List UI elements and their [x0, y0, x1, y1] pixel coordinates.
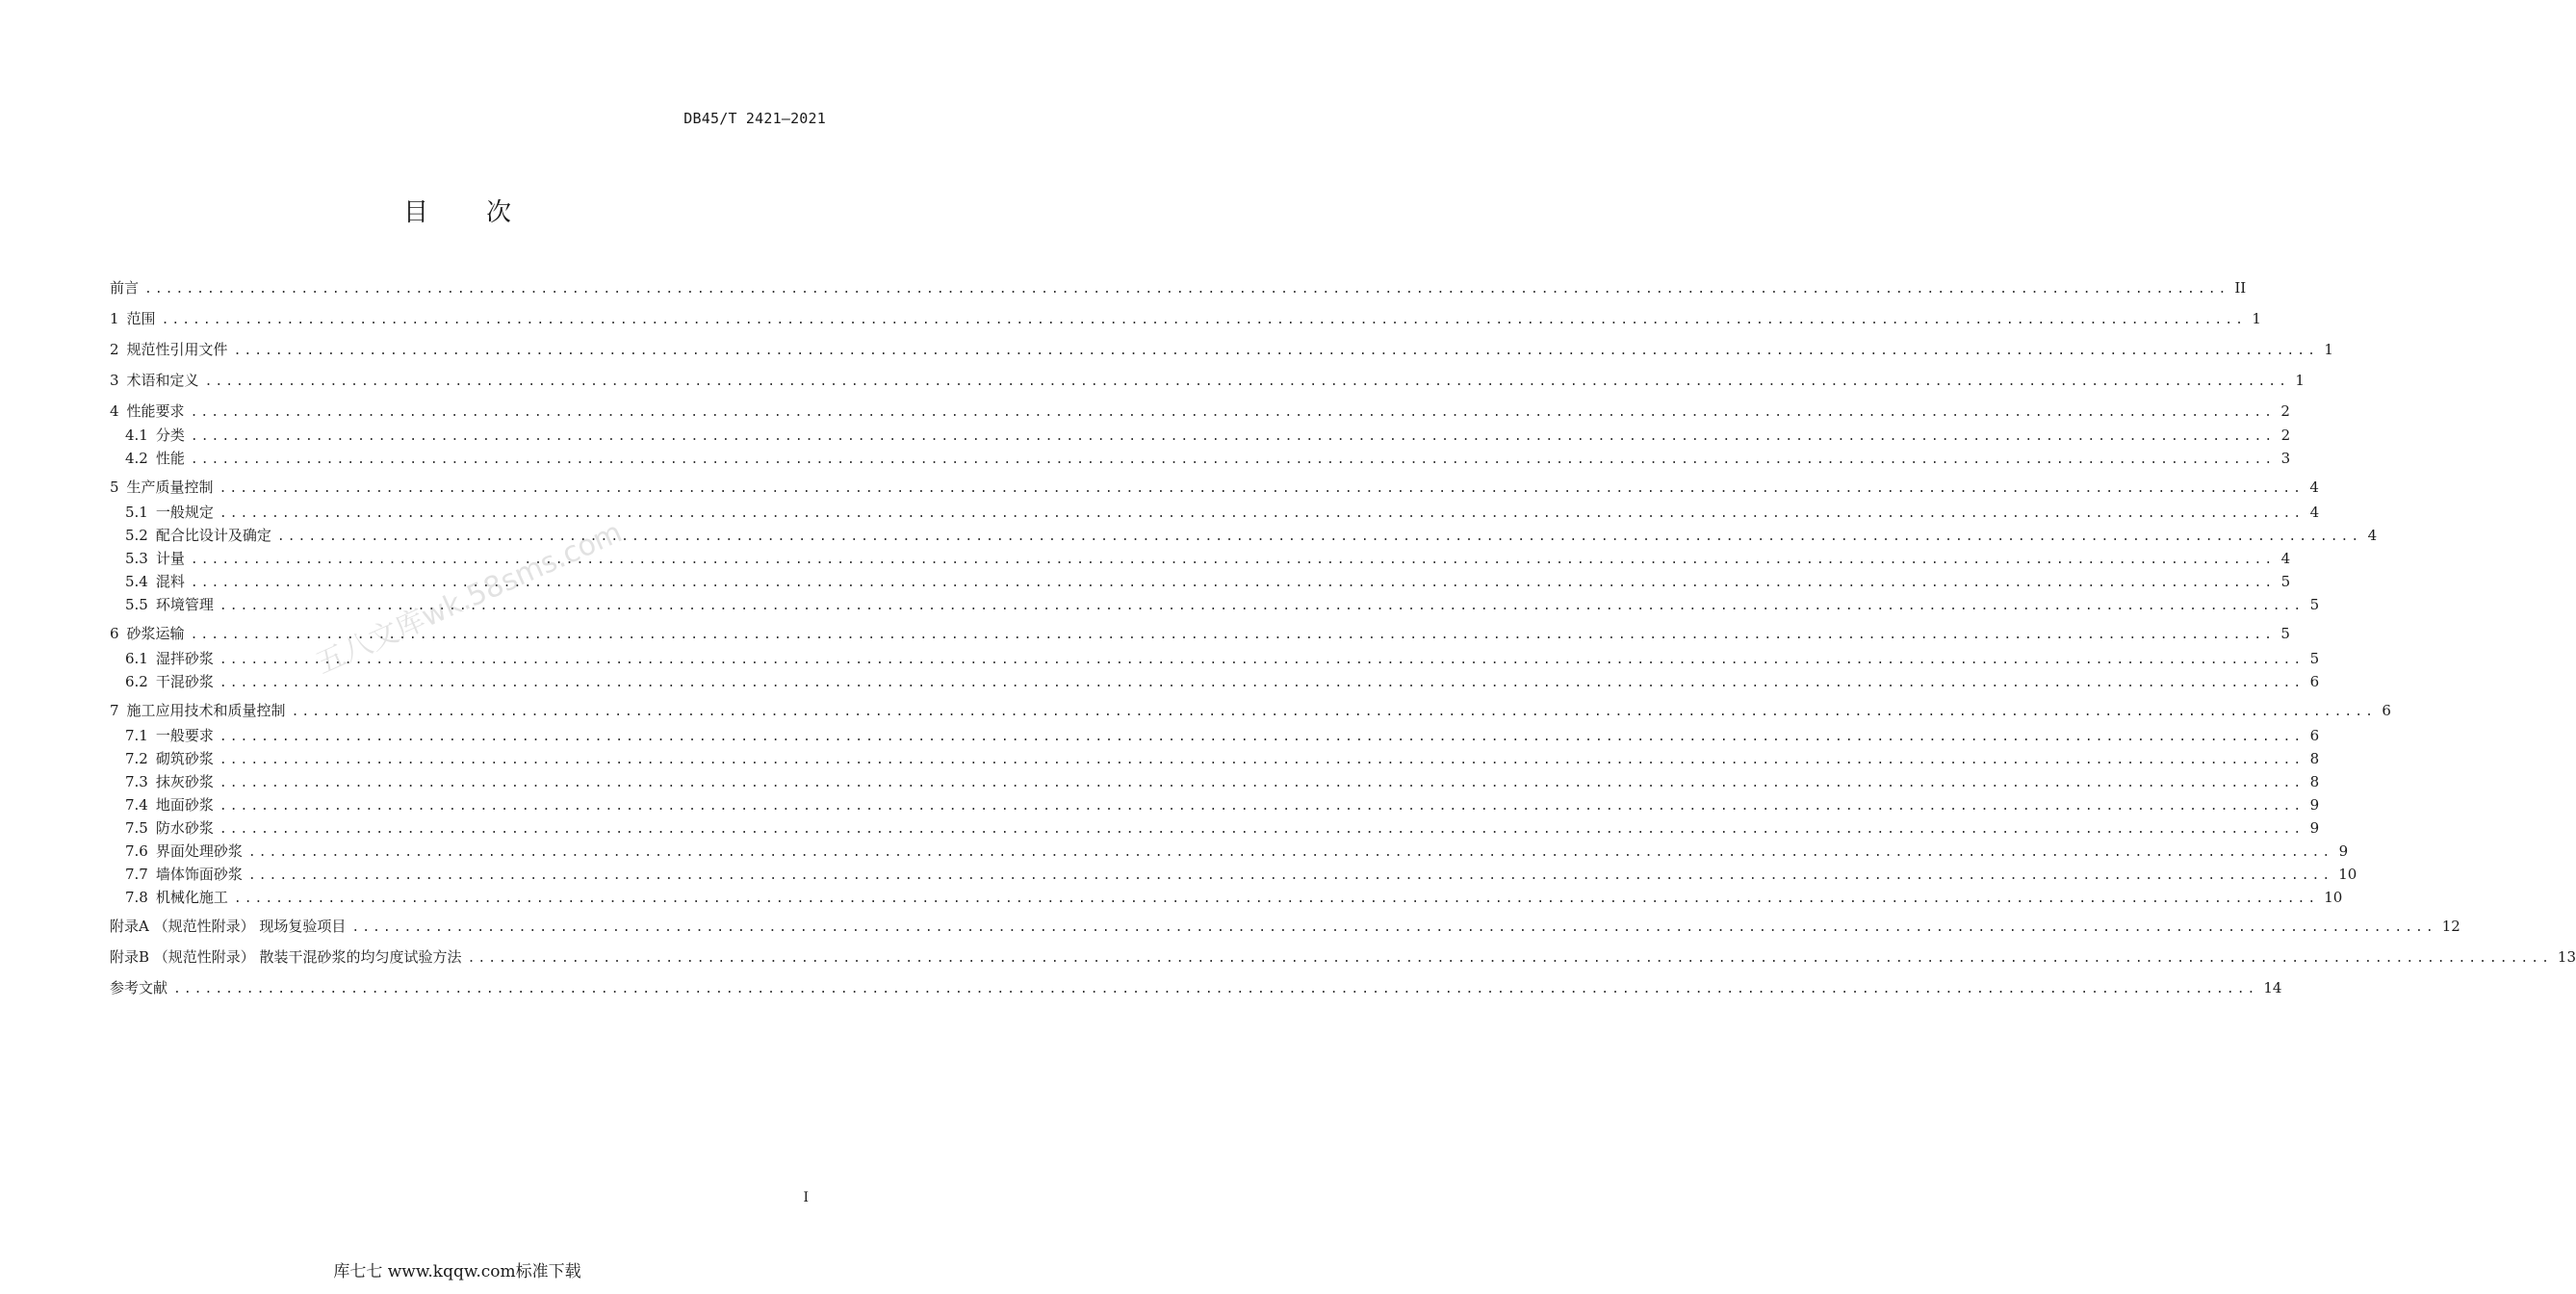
toc-entry[interactable] — [110, 771, 2320, 792]
toc-leader-dots: ........................................................................................................................................................................................................ — [219, 776, 2305, 790]
toc-entry-page: 4 — [2280, 550, 2291, 567]
toc-entry-number: 5.5 — [125, 596, 148, 613]
toc-entry-number: 7.4 — [125, 796, 148, 814]
toc-leader-dots: ........................................................................................................................................................................................................ — [219, 676, 2305, 690]
toc-entry-title: 规范性引用文件 — [126, 341, 228, 358]
toc-entry-title: 抹灰砂浆 — [155, 773, 214, 790]
toc-entry-number: 5.2 — [125, 527, 148, 544]
toc-entry-title: 砂浆运输 — [126, 625, 185, 642]
toc-entry-number: 7.1 — [125, 727, 148, 744]
toc-entry-page: 10 — [2338, 866, 2357, 883]
toc-entry-page: 2 — [2280, 427, 2291, 444]
toc-entry-title: 性能要求 — [126, 402, 185, 420]
toc-entry-number: 4.2 — [125, 450, 148, 467]
toc-entry-title: 前言 — [110, 279, 140, 297]
toc-entry-title: 环境管理 — [155, 596, 214, 613]
toc-entry[interactable] — [110, 401, 2290, 422]
toc-leader-dots: ........................................................................................................................................................................................................ — [247, 845, 2333, 860]
toc-entry-page: 1 — [2252, 310, 2261, 327]
toc-entry-page: 14 — [2263, 979, 2282, 996]
toc-leader-dots: ........................................................................................................................................................................................................ — [233, 344, 2318, 358]
toc-leader-dots: ........................................................................................................................................................................................................ — [233, 892, 2319, 906]
toc-entry[interactable] — [110, 725, 2320, 746]
toc-entry-page: 10 — [2324, 889, 2343, 906]
toc-entry-page: 5 — [2280, 573, 2291, 590]
toc-entry[interactable] — [110, 425, 2291, 446]
toc-entry-number: 3 — [110, 372, 119, 389]
toc-entry-page: 1 — [2295, 372, 2305, 389]
toc-leader-dots: ........................................................................................................................................................................................................ — [219, 506, 2305, 521]
toc-entry-title: 地面砂浆 — [155, 796, 214, 814]
toc-entry-title: 墙体饰面砂浆 — [155, 866, 243, 883]
toc-entry-title: 施工应用技术和质量控制 — [126, 702, 286, 719]
toc-leader-dots: ........................................................................................................................................................................................................ — [219, 481, 2304, 496]
toc-entry-page: 2 — [2280, 402, 2290, 420]
toc-entry-title: 参考文献 — [110, 979, 168, 996]
toc-entry-number: 5.1 — [125, 504, 148, 521]
toc-entry[interactable] — [110, 448, 2291, 469]
toc-leader-dots: ........................................................................................................................................................................................................ — [190, 405, 2275, 420]
toc-entry-page: 5 — [2280, 625, 2290, 642]
toc-entry-title: 砌筑砂浆 — [155, 750, 214, 767]
toc-leader-dots: ........................................................................................................................................................................................................ — [173, 982, 2258, 996]
toc-entry-number: 5.4 — [125, 573, 148, 590]
toc-entry-title: 机械化施工 — [155, 889, 228, 906]
toc-entry[interactable] — [110, 864, 2357, 885]
toc-entry[interactable] — [110, 748, 2320, 769]
toc-entry-page: 8 — [2309, 750, 2320, 767]
toc-entry-number: 7.3 — [125, 773, 148, 790]
toc-entry-title: 防水砂浆 — [155, 819, 214, 837]
toc-leader-dots: ........................................................................................................................................................................................................ — [219, 653, 2305, 667]
page-title: 目次 — [402, 198, 569, 227]
toc-entry-number: 7.5 — [125, 819, 148, 837]
toc-entry[interactable] — [110, 977, 2282, 998]
toc-entry-page: 6 — [2309, 673, 2320, 690]
toc-entry[interactable] — [110, 525, 2378, 546]
toc-entry[interactable] — [110, 477, 2319, 498]
toc-entry[interactable] — [110, 946, 2576, 968]
document-code: DB45/T 2421—2021 — [683, 110, 826, 127]
toc-entry-page: 9 — [2338, 842, 2349, 860]
toc-entry-page: 1 — [2324, 341, 2333, 358]
toc-leader-dots: ........................................................................................................................................................................................................ — [276, 530, 2362, 544]
toc-entry-title: 附录A （规范性附录） 现场复验项目 — [110, 918, 347, 935]
toc-entry[interactable] — [110, 700, 2391, 721]
toc-entry-number: 6 — [110, 625, 119, 642]
toc-entry-title: 配合比设计及确定 — [155, 527, 271, 544]
toc-entry-page: 4 — [2309, 504, 2320, 521]
toc-leader-dots: ........................................................................................................................................................................................................ — [351, 920, 2436, 935]
toc-leader-dots: ........................................................................................................................................................................................................ — [247, 868, 2333, 883]
toc-entry-page: 6 — [2382, 702, 2391, 719]
toc-entry[interactable] — [110, 841, 2349, 862]
toc-leader-dots: ........................................................................................................................................................................................................ — [161, 313, 2246, 327]
toc-leader-dots: ........................................................................................................................................................................................................ — [219, 730, 2305, 744]
toc-leader-dots: ........................................................................................................................................................................................................ — [204, 375, 2289, 389]
toc-leader-dots: ........................................................................................................................................................................................................ — [190, 576, 2276, 590]
toc-entry-title: 性能 — [155, 450, 185, 467]
toc-entry-title: 范围 — [126, 310, 156, 327]
toc-entry-number: 7.6 — [125, 842, 148, 860]
toc-leader-dots: ........................................................................................................................................................................................................ — [219, 822, 2305, 837]
toc-entry-number: 7.8 — [125, 889, 148, 906]
toc-entry-title: 混料 — [155, 573, 185, 590]
toc-entry-page: 5 — [2309, 596, 2320, 613]
watermark: 五八文库wk.58sms.com — [311, 515, 628, 682]
toc-entry-page: 3 — [2280, 450, 2291, 467]
toc-leader-dots: ........................................................................................................................................................................................................ — [219, 599, 2305, 613]
toc-leader-dots: ........................................................................................................................................................................................................ — [190, 553, 2276, 567]
toc-entry-page: 13 — [2557, 948, 2576, 966]
toc-entry-title: 界面处理砂浆 — [155, 842, 243, 860]
toc-entry-page: 4 — [2309, 479, 2319, 496]
toc-leader-dots: ........................................................................................................................................................................................................ — [219, 799, 2305, 814]
toc-entry[interactable] — [110, 370, 2305, 391]
toc-entry[interactable] — [110, 548, 2291, 569]
toc-leader-dots: ........................................................................................................................................................................................................ — [190, 453, 2276, 467]
toc-entry[interactable] — [110, 502, 2320, 523]
toc-entry[interactable] — [110, 916, 2460, 937]
toc-entry[interactable] — [110, 339, 2333, 360]
toc-entry-number: 4 — [110, 402, 119, 420]
toc-entry-number: 5.3 — [125, 550, 148, 567]
toc-entry-page: 5 — [2309, 650, 2320, 667]
toc-entry-title: 湿拌砂浆 — [155, 650, 214, 667]
toc-entry-number: 6.1 — [125, 650, 148, 667]
toc-leader-dots: ........................................................................................................................................................................................................ — [144, 282, 2229, 297]
toc-entry[interactable] — [110, 277, 2247, 298]
toc-entry-page: 6 — [2309, 727, 2320, 744]
toc-leader-dots: ........................................................................................................................................................................................................ — [467, 951, 2552, 966]
toc-entry[interactable] — [110, 623, 2290, 644]
source-footer: 库七七 www.kqqw.com标准下载 — [333, 1262, 581, 1281]
toc-entry-number: 1 — [110, 310, 119, 327]
toc-leader-dots: ........................................................................................................................................................................................................ — [190, 429, 2276, 444]
toc-entry-page: 9 — [2309, 819, 2320, 837]
toc-entry-number: 7.2 — [125, 750, 148, 767]
toc-entry[interactable] — [110, 671, 2320, 692]
toc-entry-number: 2 — [110, 341, 119, 358]
toc-entry[interactable] — [110, 817, 2320, 839]
toc-entry-number: 5 — [110, 479, 119, 496]
toc-entry-title: 生产质量控制 — [126, 479, 214, 496]
toc-entry-page: 4 — [2367, 527, 2378, 544]
toc-leader-dots: ........................................................................................................................................................................................................ — [190, 628, 2275, 642]
toc-entry-number: 7.7 — [125, 866, 148, 883]
toc-entry-title: 干混砂浆 — [155, 673, 214, 690]
toc-entry-page: 12 — [2441, 918, 2460, 935]
toc-leader-dots: ........................................................................................................................................................................................................ — [291, 705, 2376, 719]
toc-entry-title: 计量 — [155, 550, 185, 567]
toc-entry-number: 7 — [110, 702, 119, 719]
toc-leader-dots: ........................................................................................................................................................................................................ — [219, 753, 2305, 767]
toc-entry[interactable] — [110, 648, 2320, 669]
toc-entry[interactable] — [110, 308, 2261, 329]
toc-entry-title: 术语和定义 — [126, 372, 199, 389]
toc-entry-page: 8 — [2309, 773, 2320, 790]
toc-entry-title: 一般要求 — [155, 727, 214, 744]
page-number: I — [803, 1190, 809, 1205]
toc-entry-number: 6.2 — [125, 673, 148, 690]
toc-entry[interactable] — [110, 794, 2320, 815]
toc-entry-title: 分类 — [155, 427, 185, 444]
toc-entry-title: 附录B （规范性附录） 散装干混砂浆的均匀度试验方法 — [110, 948, 462, 966]
toc-entry[interactable] — [110, 887, 2343, 908]
toc-entry-title: 一般规定 — [155, 504, 214, 521]
toc-entry-page: II — [2234, 279, 2247, 297]
toc-entry-page: 9 — [2309, 796, 2320, 814]
toc-entry-number: 4.1 — [125, 427, 148, 444]
